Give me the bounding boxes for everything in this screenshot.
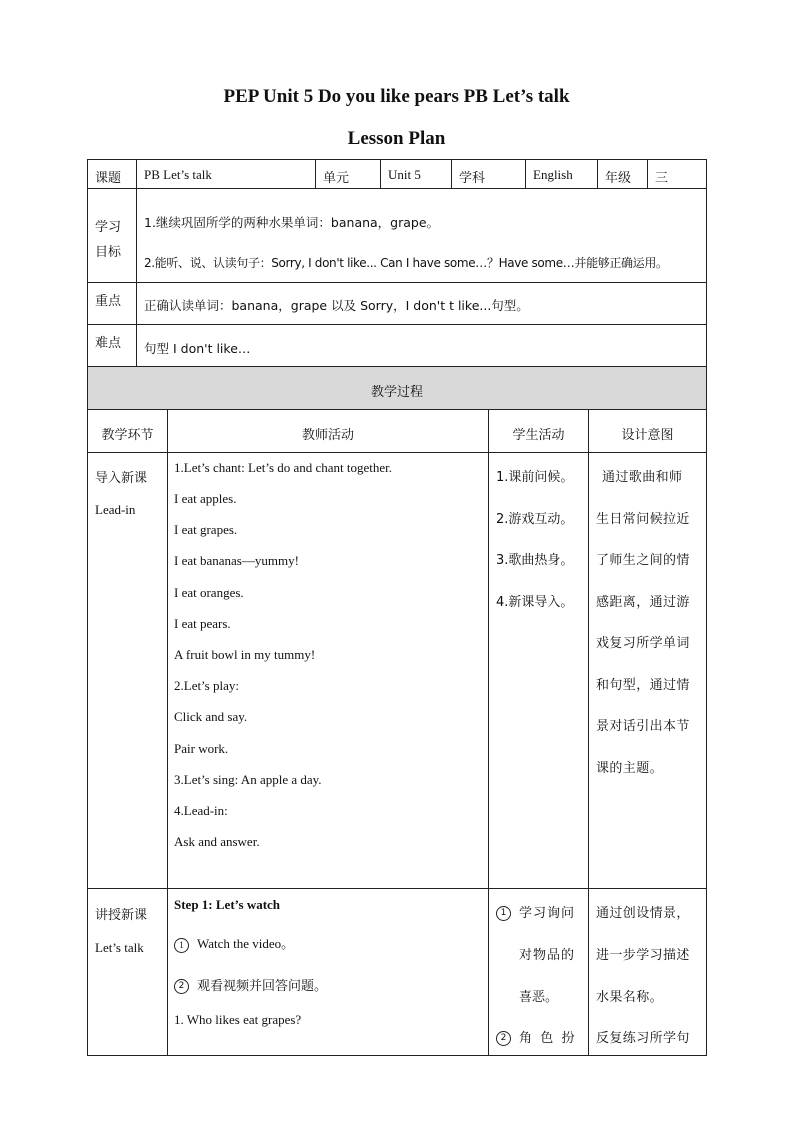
col-student: 学生活动 — [512, 428, 565, 443]
teacher-line: I eat apples. — [174, 491, 237, 506]
col-design: 设计意图 — [621, 428, 674, 443]
teacher-line: A fruit bowl in my tummy! — [174, 647, 316, 662]
teacher-item-1 — [174, 933, 294, 953]
teacher-line: Pair work. — [174, 741, 229, 756]
col-teacher-cell — [167, 409, 489, 453]
student-item-1-text: 学习询问 — [519, 906, 576, 921]
objectives-content-cell — [136, 188, 707, 283]
design-line: 生日常问候拉近 — [596, 512, 690, 527]
design-line: 水果名称。 — [596, 990, 664, 1005]
circled-number-1: 1 — [496, 906, 511, 921]
objectives-label-cell — [87, 188, 137, 283]
col-teacher: 教师活动 — [301, 428, 354, 443]
student-line: 对物品的 — [519, 948, 576, 963]
circled-number-1: 1 — [174, 938, 189, 953]
col-design-cell — [588, 409, 707, 453]
student-line: 喜恶。 — [519, 990, 559, 1005]
col-stage-cell — [87, 409, 168, 453]
subject-label-cell — [451, 159, 526, 189]
key-points-text: 正确认读单词：banana，grape 以及 Sorry，I don't t like...句型。 — [144, 298, 529, 313]
process-header: 教学过程 — [370, 385, 423, 400]
subject-value: English — [533, 167, 573, 182]
teacher-line: I eat oranges. — [174, 585, 244, 600]
grade-value: 三 — [655, 171, 669, 186]
newlesson-stage-cn: 讲授新课 — [95, 908, 148, 923]
student-item-2 — [496, 1027, 575, 1046]
objectives-label-2: 目标 — [95, 245, 122, 260]
student-line: 4.新课导入。 — [496, 595, 574, 610]
student-line: 2.游戏互动。 — [496, 512, 574, 527]
teacher-item-1-text: Watch the video。 — [197, 936, 295, 951]
student-line: 1.课前问候。 — [496, 470, 574, 485]
process-header-cell — [87, 366, 707, 410]
teacher-line: 4.Lead-in: — [174, 803, 228, 818]
col-student-cell — [488, 409, 589, 453]
step-title: Step 1: Let’s watch — [174, 897, 281, 912]
grade-value-cell — [647, 159, 707, 189]
circled-number-2: 2 — [174, 979, 189, 994]
subject-label: 学科 — [459, 171, 486, 186]
student-item-1 — [496, 902, 575, 921]
difficulties-content-cell — [136, 324, 707, 367]
design-line: 反复练习所学句 — [596, 1031, 690, 1046]
unit-label-cell — [315, 159, 381, 189]
topic-label-cell — [87, 159, 137, 189]
objective-line-2: 2.能听、说、认读句子：Sorry, I don't like... Can I have some…？Have some…并能够正确运用。 — [144, 256, 668, 270]
difficulties-label-cell — [87, 324, 137, 367]
teacher-line: I eat grapes. — [174, 522, 238, 537]
newlesson-stage-cell — [87, 888, 168, 1056]
teacher-item-2-text: 观看视频并回答问题。 — [197, 979, 328, 994]
grade-label-cell — [597, 159, 648, 189]
objective-line-1: 1.继续巩固所学的两种水果单词：banana，grape。 — [144, 215, 440, 230]
unit-value: Unit 5 — [388, 167, 421, 182]
design-line: 通过歌曲和师 — [602, 470, 683, 485]
key-points-content-cell — [136, 282, 707, 325]
difficulties-text: 句型 I don't like… — [144, 341, 251, 356]
leadin-stage-en: Lead-in — [95, 502, 136, 517]
teacher-item-2 — [174, 975, 327, 994]
newlesson-teacher-cell — [167, 888, 489, 1056]
circled-number-2: 2 — [496, 1031, 511, 1046]
leadin-teacher-cell — [167, 452, 489, 889]
key-points-label: 重点 — [95, 294, 122, 309]
teacher-line: 2.Let’s play: — [174, 678, 239, 693]
teacher-line: 3.Let’s sing: An apple a day. — [174, 772, 322, 787]
unit-value-cell — [380, 159, 452, 189]
col-stage: 教学环节 — [101, 428, 154, 443]
leadin-stage-cell — [87, 452, 168, 889]
key-points-label-cell — [87, 282, 137, 325]
newlesson-stage-en: Let’s talk — [95, 940, 144, 955]
design-line: 感距离，通过游 — [596, 595, 690, 610]
design-line: 课的主题。 — [596, 761, 664, 776]
topic-label: 课题 — [95, 171, 122, 186]
leadin-stage-cn: 导入新课 — [95, 471, 148, 486]
difficulties-label: 难点 — [95, 336, 122, 351]
topic-value: PB Let’s talk — [144, 167, 212, 182]
teacher-line: Ask and answer. — [174, 834, 260, 849]
subject-value-cell — [525, 159, 598, 189]
student-line: 3.歌曲热身。 — [496, 553, 574, 568]
teacher-line: Click and say. — [174, 709, 248, 724]
student-item-2-text: 角 色 扮 — [519, 1031, 575, 1046]
document-subtitle: Lesson Plan — [347, 128, 446, 149]
unit-label: 单元 — [323, 171, 350, 186]
design-line: 景对话引出本节 — [596, 719, 690, 734]
teacher-line: I eat pears. — [174, 616, 231, 631]
teacher-question-1: 1. Who likes eat grapes? — [174, 1012, 302, 1027]
design-line: 了师生之间的情 — [596, 553, 690, 568]
objectives-label-1: 学习 — [95, 220, 122, 235]
topic-value-cell — [136, 159, 316, 189]
design-line: 通过创设情景， — [596, 906, 690, 921]
design-line: 进一步学习描述 — [596, 948, 690, 963]
document-title: PEP Unit 5 Do you like pears PB Let’s talk — [223, 86, 570, 107]
grade-label: 年级 — [605, 171, 632, 186]
teacher-line: I eat bananas—yummy! — [174, 553, 299, 568]
design-line: 戏复习所学单词 — [596, 636, 690, 651]
design-line: 和句型，通过情 — [596, 678, 690, 693]
teacher-line: 1.Let’s chant: Let’s do and chant together. — [174, 460, 393, 475]
